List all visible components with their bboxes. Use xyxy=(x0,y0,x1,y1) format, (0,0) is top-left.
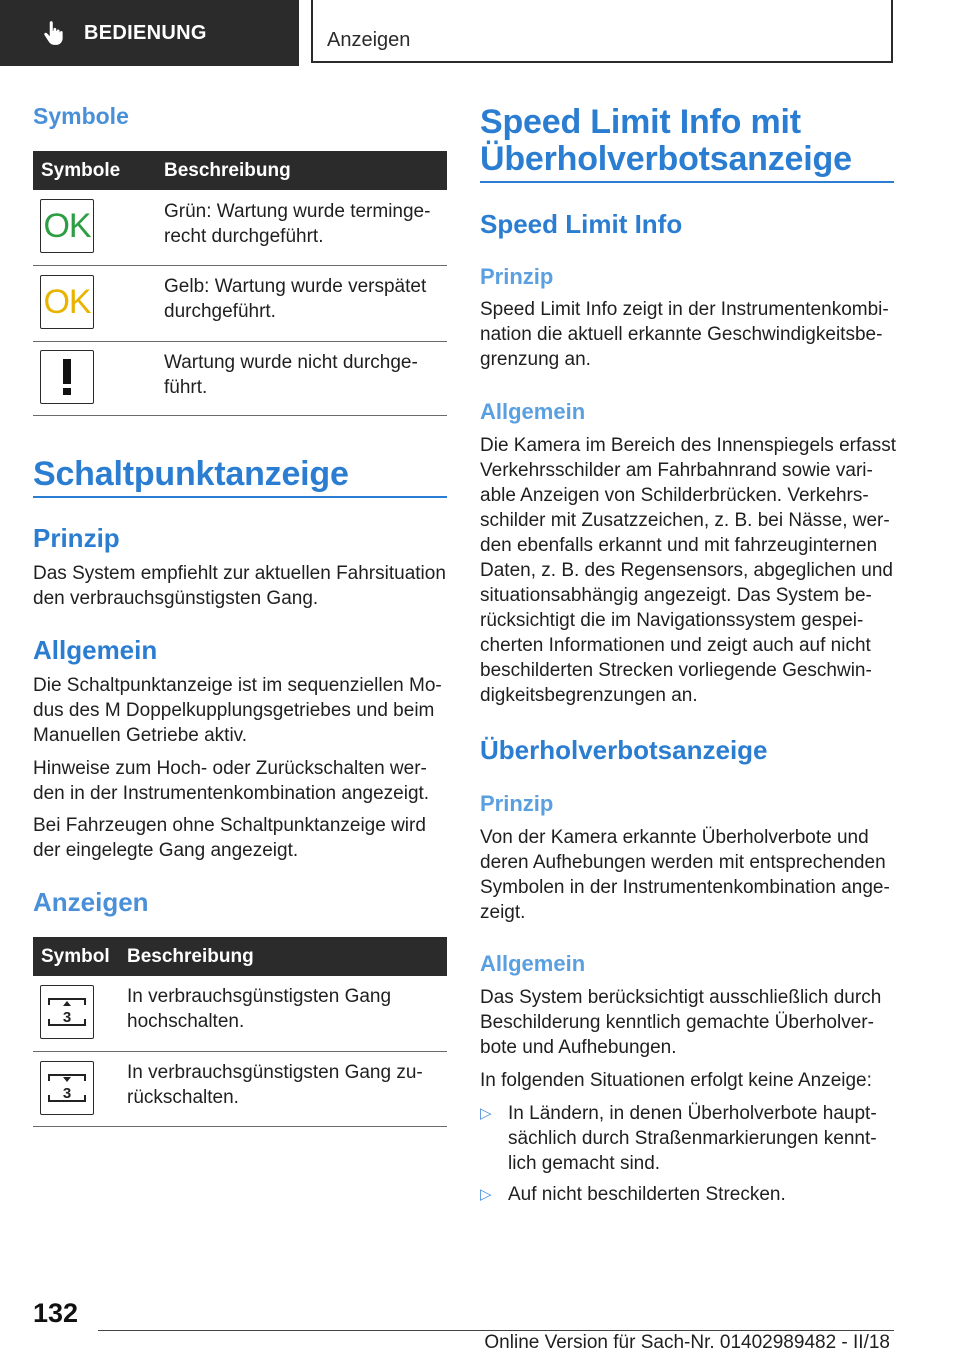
col-header-symbol: Symbol xyxy=(41,946,110,967)
list-item-text: In Ländern, in denen Überholverbote hauptsächlich durch Straßenmarkierungen kenntlich gemacht sind. xyxy=(508,1103,877,1174)
ok-icon-text: OK xyxy=(43,206,91,245)
page-number: 132 xyxy=(33,1298,79,1328)
gear-up-icon xyxy=(40,985,94,1039)
row-description: Wartung wurde nicht durchgeführt. xyxy=(164,352,418,398)
row-divider xyxy=(33,415,447,416)
hand-pointer-icon xyxy=(40,20,66,46)
anzeigen-heading: Anzeigen xyxy=(33,887,149,917)
table-row xyxy=(33,976,447,1052)
speed-limit-info-heading: Speed Limit Info xyxy=(480,209,683,239)
prinzip-heading: Prinzip xyxy=(480,264,554,289)
footer-text: Online Version für Sach-Nr. 01402989482 - II/18 xyxy=(484,1332,890,1353)
col-header-symbole: Symbole xyxy=(41,160,121,181)
anzeigen-table-header xyxy=(33,937,447,976)
list-item-text: Auf nicht beschilderten Strecken. xyxy=(508,1184,786,1205)
section-tab xyxy=(0,0,299,66)
table-row xyxy=(33,342,447,418)
table-row xyxy=(33,1052,447,1128)
row-description: Gelb: Wartung wurde verspätet durchgeführt. xyxy=(164,276,427,322)
schaltpunkt-title: Schaltpunktanzeige xyxy=(33,455,349,493)
table-row xyxy=(33,266,447,342)
gear-up-symbol xyxy=(45,995,89,1029)
sli-prinzip-text: Speed Limit Info zeigt in der Instrumentenkombination die aktuell erkannte Geschwindigkeitsbegrenzung an. xyxy=(480,299,889,370)
row-divider xyxy=(33,1126,447,1127)
row-description: Grün: Wartung wurde termingerecht durchgeführt. xyxy=(164,201,431,247)
gear-number: 3 xyxy=(62,1009,72,1026)
symbole-heading: Symbole xyxy=(33,103,129,129)
title-rule xyxy=(480,181,894,183)
row-description: In verbrauchsgünstigsten Gang hochschalten. xyxy=(127,986,392,1032)
speed-limit-title: Speed Limit Info mit Überholverbotsanzeige xyxy=(480,103,852,178)
exclamation-icon xyxy=(57,357,77,397)
list-item xyxy=(480,1182,894,1207)
allgemein-paragraph-2: Hinweise zum Hoch- oder Zurückschalten werden in der Instrumentenkombination angezeigt. xyxy=(33,758,430,804)
prinzip-heading: Prinzip xyxy=(480,791,554,816)
footer-rule xyxy=(98,1330,894,1331)
ok-yellow-icon xyxy=(40,275,94,329)
allgemein-paragraph-1: Die Schaltpunktanzeige ist im sequenziellen Modus des M Doppelkupplungsgetriebes und beim Manuellen Getriebe aktiv. xyxy=(33,675,442,746)
col-header-beschreibung: Beschreibung xyxy=(127,946,254,967)
prinzip-heading: Prinzip xyxy=(33,523,120,553)
ok-icon-text: OK xyxy=(43,282,91,321)
bullet-triangle-icon: ▷ xyxy=(480,1105,492,1122)
list-item xyxy=(480,1101,894,1176)
ueberholverbot-situations-intro: In folgenden Situationen erfolgt keine Anzeige: xyxy=(480,1070,872,1091)
col-header-beschreibung: Beschreibung xyxy=(164,160,291,181)
ueberholverbot-prinzip-text: Von der Kamera erkannte Überholverbote und deren Aufhebungen werden mit entsprechenden Symbolen in der Instrumentenkombination angezeigt. xyxy=(480,827,890,923)
section-label: BEDIENUNG xyxy=(84,21,207,44)
warning-exclamation-icon xyxy=(40,350,94,404)
title-rule xyxy=(33,496,447,498)
allgemein-heading: Allgemein xyxy=(480,399,586,424)
allgemein-heading: Allgemein xyxy=(480,951,586,976)
symbole-table-header xyxy=(33,151,447,190)
prinzip-text: Das System empfiehlt zur aktuellen Fahrsituation den verbrauchsgünstigsten Gang. xyxy=(33,563,446,609)
row-description: In verbrauchsgünstigsten Gang zurückschalten. xyxy=(127,1062,423,1108)
ueberholverbot-allgemein-text: Das System berücksichtigt ausschließlich durch Beschilderung kenntlich gemachte Überholverbote und Aufhebungen. xyxy=(480,987,882,1058)
ok-green-icon xyxy=(40,199,94,253)
bullet-triangle-icon: ▷ xyxy=(480,1186,492,1203)
gear-number: 3 xyxy=(62,1085,72,1102)
chapter-label: Anzeigen xyxy=(327,29,411,51)
sli-allgemein-text: Die Kamera im Bereich des Innenspiegels erfasst Verkehrsschilder am Fahrbahnrand sowie variable Anzeigen von Schilderbrücken. Verkehrsschilder mit Zusatzzeichen, z. B. bei Nässe, werden ebenfalls erkannt und mit fahrzeuginternen Daten, z. B. des Regensensors, abgeglichen und situationsabhängig angezeigt. Das System berücksichtigt die im Navigationssystem gespeicherten Informationen und zeigt auch auf nicht beschilderten Strecken vorliegende Geschwindigkeitsbegrenzungen an. xyxy=(480,435,897,706)
allgemein-paragraph-3: Bei Fahrzeugen ohne Schaltpunktanzeige wird der eingelegte Gang angezeigt. xyxy=(33,815,426,861)
gear-down-symbol xyxy=(45,1071,89,1105)
gear-down-icon xyxy=(40,1061,94,1115)
chapter-tab xyxy=(311,0,893,63)
ueberholverbot-heading: Überholverbotsanzeige xyxy=(480,735,768,765)
table-row xyxy=(33,190,447,266)
allgemein-heading: Allgemein xyxy=(33,635,158,665)
